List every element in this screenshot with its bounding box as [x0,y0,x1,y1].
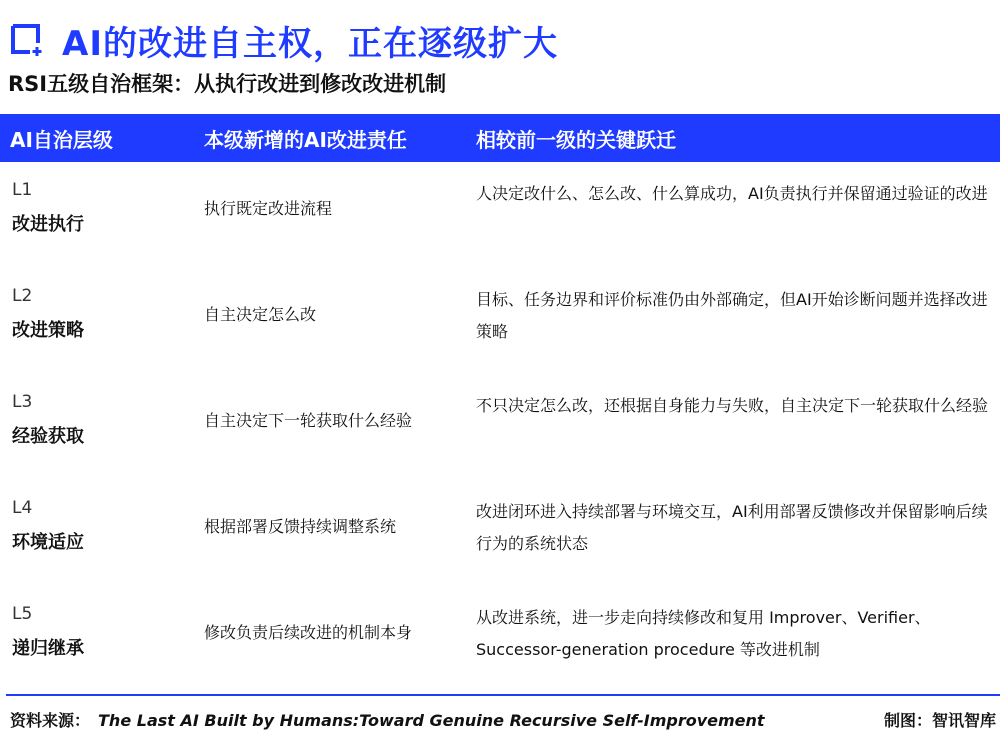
page-subtitle: RSI五级自治框架：从执行改进到修改改进机制 [8,72,447,96]
level-transition: 改进闭环进入持续部署与环境交互，AI利用部署反馈修改并保留影响后续行为的系统状态 [476,502,988,553]
level-name: 改进执行 [12,214,84,235]
table-row [0,374,1000,480]
column-header-responsibility: 本级新增的AI改进责任 [204,127,407,152]
source-label: 资料来源： [10,711,91,730]
footer [10,708,996,731]
level-responsibility: 执行既定改进流程 [204,199,333,218]
level-transition: 目标、任务边界和评价标准仍由外部确定，但AI开始诊断问题并选择改进策略 [476,290,988,341]
level-name: 环境适应 [12,532,84,553]
autonomy-table [0,114,1000,692]
source-title: The Last AI Built by Humans:Toward Genuine Recursive Self-Improvement [98,711,765,730]
level-code: L1 [12,180,33,200]
table-row [0,586,1000,692]
level-responsibility: 根据部署反馈持续调整系统 [204,517,397,536]
level-responsibility: 修改负责后续改进的机制本身 [204,623,413,642]
level-code: L5 [12,604,33,624]
footer-divider [6,694,1000,696]
chart-maker: 制图：智讯智库 [883,711,996,730]
table-row [0,162,1000,268]
level-code: L4 [12,498,33,518]
level-transition: 从改进系统，进一步走向持续修改和复用 Improver、Verifier、Successor-generation procedure 等改进机制 [476,608,931,659]
level-responsibility: 自主决定下一轮获取什么经验 [204,411,413,430]
level-name: 经验获取 [12,426,84,447]
table-row [0,268,1000,374]
level-transition: 人决定改什么、怎么改、什么算成功，AI负责执行并保留通过验证的改进 [476,184,988,203]
level-name: 改进策略 [12,320,84,341]
level-responsibility: 自主决定怎么改 [204,305,317,324]
column-header-level: AI自治层级 [10,127,113,152]
level-code: L2 [12,286,33,306]
level-transition: 不只决定怎么改，还根据自身能力与失败，自主决定下一轮获取什么经验 [476,396,989,415]
source-note [10,708,765,731]
table-header [0,114,1000,162]
title-row [10,16,558,64]
page-title: AI的改进自主权，正在逐级扩大 [62,23,558,64]
frame-plus-icon [10,23,44,57]
level-name: 递归继承 [12,638,84,659]
column-header-transition: 相较前一级的关键跃迁 [476,127,676,152]
table-row [0,480,1000,586]
level-code: L3 [12,392,33,412]
